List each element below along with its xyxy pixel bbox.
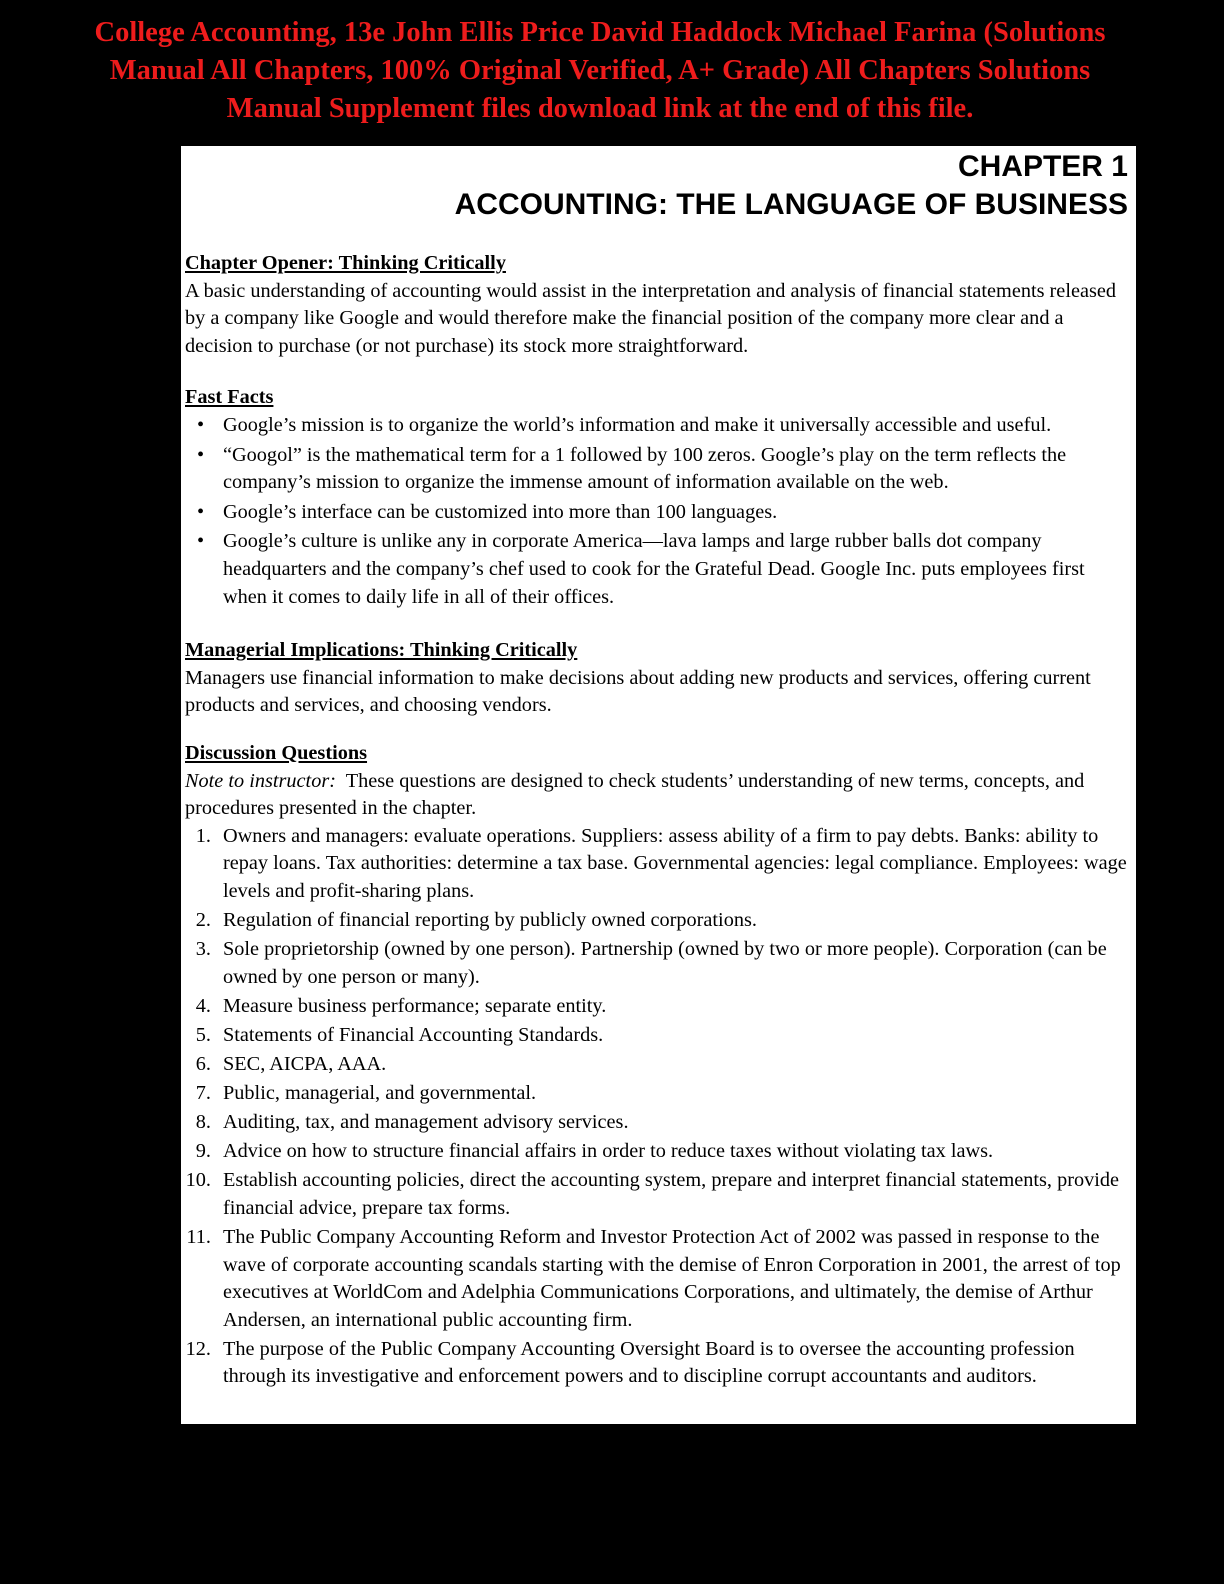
managerial-body: Managers use financial information to make decisions about adding new products and services, offering current products and services, and choosing vendors. [185,666,1091,717]
chapter-header [455,148,1128,224]
fast-facts-heading: Fast Facts [185,386,274,409]
page-content [185,250,1133,1393]
note-text: These questions are designed to check students’ understanding of new terms, concepts, and procedures presented in the chapter. [185,769,1090,820]
banner-line-1: College Accounting, 13e John Ellis Price David Haddock Michael Farina (Solutions [94,17,1106,48]
chapter-title: ACCOUNTING: THE LANGUAGE OF BUSINESS [454,188,1128,221]
list-item: 11. The Public Company Accounting Reform and Investor Protection Act of 2002 was passed in response to the wave of corporate accounting scandals starting with the demise of Enron Corporation in 2001, the arrest of top executives at WorldCom and Adelphia Communications Corporations, and ultimately, the demise of Arthur Andersen, an international public accounting firm. [186,1226,1121,1331]
note-label: Note to instructor: [185,769,336,792]
list-item: 12. The purpose of the Public Company Accounting Oversight Board is to oversee the accounting profession through its investigative and enforcement powers and to discipline corrupt accountants and auditors. [185,1337,1075,1388]
list-item: • “Googol” is the mathematical term for a 1 followed by 100 zeros. Google’s play on the term reflects the company’s mission to organize the immense amount of information available on the web. [197,443,1067,494]
list-item: • Google’s culture is unlike any in corporate America—lava lamps and large rubber balls dot company headquarters and the company’s chef used to cook for the Grateful Dead. Google Inc. puts employees first when it comes to daily life in all of their offices. [197,530,1085,608]
list-item: • Google’s mission is to organize the world’s information and make it universally accessible and useful. [185,412,1133,440]
bullet-icon: • [197,500,205,523]
list-item: 8. Auditing, tax, and management advisory services. [195,1111,629,1134]
list-item: • Google’s interface can be customized into more than 100 languages. [185,499,1133,527]
list-item: 2. Regulation of financial reporting by publicly owned corporations. [195,908,757,931]
chapter-number: CHAPTER 1 [957,150,1128,183]
list-item: 9. Advice on how to structure financial affairs in order to reduce taxes without violating tax laws. [195,1140,994,1163]
list-item: 10. Establish accounting policies, direct the accounting system, prepare and interpret financial statements, provide financial advice, prepare tax forms. [185,1169,1120,1219]
list-item: 6. SEC, AICPA, AAA. [195,1052,387,1075]
list-item: 3. Sole proprietorship (owned by one person). Partnership (owned by two or more people). Corporation (can be owned by one person or many). [195,938,1107,988]
document-page [181,146,1136,1424]
list-item: 7. Public, managerial, and governmental. [195,1082,537,1105]
managerial-heading: Managerial Implications: Thinking Critically [185,639,578,662]
opener-heading: Chapter Opener: Thinking Critically [185,252,506,274]
banner-line-3: Manual Supplement files download link at the end of this file. [226,93,974,124]
fast-facts-list [185,412,1133,611]
list-item: 1. Owners and managers: evaluate operations. Suppliers: assess ability of a firm to pay debts. Banks: ability to repay loans. Tax authorities: determine a tax base. Governmental agencies: legal compliance. Employees: wage levels and profit-sharing plans. [195,824,1127,902]
bullet-icon: • [197,443,205,466]
discussion-list [185,823,1133,1391]
instructor-note [185,768,1133,823]
banner-line-2: Manual All Chapters, 100% Original Verified, A+ Grade) All Chapters Solutions [109,55,1091,86]
bullet-icon: • [197,530,205,553]
list-item: 5. Statements of Financial Accounting Standards. [195,1023,604,1046]
promo-banner [0,14,1200,128]
bullet-icon: • [197,413,205,436]
list-item: 4. Measure business performance; separate entity. [195,994,607,1017]
discussion-heading: Discussion Questions [185,741,368,764]
opener-body: A basic understanding of accounting would assist in the interpretation and analysis of financial statements released by a company like Google and would therefore make the financial position of the company more clear and a decision to purchase (or not purchase) its stock more straightforward. [185,279,1116,357]
